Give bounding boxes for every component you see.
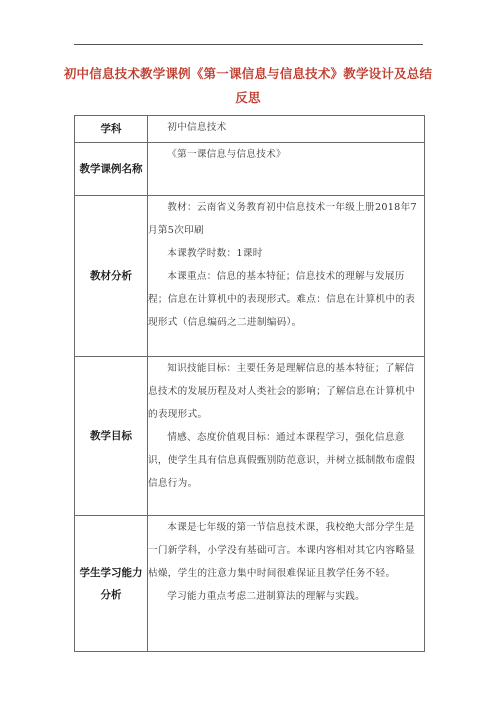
table-row-subject xyxy=(75,116,425,143)
header-rule xyxy=(74,44,423,45)
paragraph: 教材：云南省义务教育初中信息技术一年级上册2018年7月第5次印刷 xyxy=(148,202,417,236)
paragraph: 知识技能目标：主要任务是理解信息的基本特征；了解信息技术的发展历程及对人类社会的影响；了解信息在计算机中的表现形式。 xyxy=(148,363,416,420)
row-content-student-ability xyxy=(148,516,425,652)
row-content-subject xyxy=(148,116,425,143)
row-content-textbook-analysis xyxy=(148,196,425,357)
row-label-lesson-name: 教学课例名称 xyxy=(75,143,148,196)
paragraph: 情感、态度价值观目标：通过本课程学习，强化信息意识，使学生具有信息真假甄别防范意识，并树立抵制散布虚假信息行为。 xyxy=(148,432,416,489)
row-label-textbook-analysis: 教材分析 xyxy=(75,196,148,357)
lesson-info-table xyxy=(74,115,425,652)
paragraph: 学习能力重点考虑二进制算法的理解与实践。 xyxy=(167,591,366,602)
row-content-lesson-name xyxy=(148,143,425,196)
paragraph: 本课重点：信息的基本特征；信息技术的理解与发展历程；信息在计算机中的表现形式。难点：信息在计算机中的表现形式（信息编码之二进制编码）。 xyxy=(148,271,416,328)
row-label-teaching-goals: 教学目标 xyxy=(75,357,148,516)
paragraph: 本课是七年级的第一节信息技术课，我校绝大部分学生是一门新学科，小学没有基础可言。本课内容相对其它内容略显枯燥，学生的注意力集中时间很难保证且教学任务不轻。 xyxy=(148,522,416,579)
table-row-textbook-analysis xyxy=(75,196,425,357)
paragraph: 初中信息技术 xyxy=(167,122,227,133)
paragraph: 本课教学时数：1课时 xyxy=(167,248,263,259)
table-row-lesson-name xyxy=(75,143,425,196)
document-title: 初中信息技术教学课例《第一课信息与信息技术》教学设计及总结反思 xyxy=(63,66,433,105)
row-label-student-ability: 学生学习能力分析 xyxy=(75,516,148,652)
paragraph: 《第一课信息与信息技术》 xyxy=(167,149,286,160)
table-row-student-ability xyxy=(75,516,425,652)
table-row-teaching-goals xyxy=(75,357,425,516)
row-content-teaching-goals xyxy=(148,357,425,516)
row-label-subject: 学科 xyxy=(75,116,148,143)
